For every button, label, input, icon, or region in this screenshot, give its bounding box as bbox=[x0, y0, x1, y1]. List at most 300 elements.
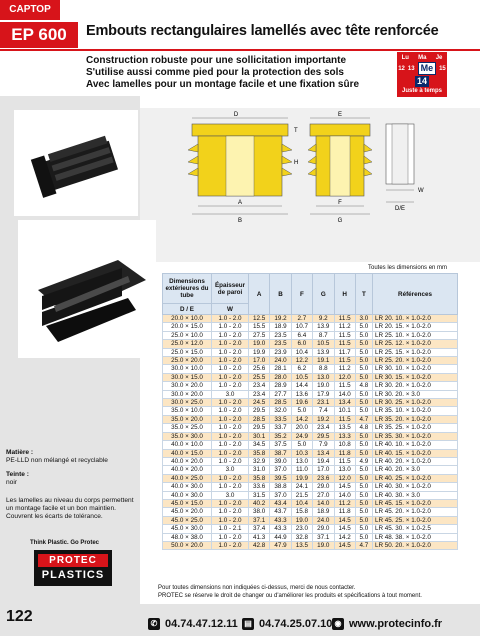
table-cell: 1.0 - 2.0 bbox=[212, 315, 249, 323]
table-cell: 10.4 bbox=[291, 499, 312, 507]
table-cell: 6.2 bbox=[291, 365, 312, 373]
table-cell: 39.5 bbox=[270, 474, 291, 482]
table-cell: 5.0 bbox=[355, 533, 372, 541]
badge-day-je: Je bbox=[435, 55, 443, 61]
page-number: 122 bbox=[6, 608, 33, 625]
table-cell: 11.8 bbox=[334, 508, 355, 516]
table-cell: 48.0 × 38.0 bbox=[163, 533, 212, 541]
table-cell: 44.9 bbox=[270, 533, 291, 541]
phone-icon: ✆ bbox=[148, 618, 160, 630]
table-cell: 5.0 bbox=[355, 323, 372, 331]
table-cell: 10.5 bbox=[291, 373, 312, 381]
table-cell: 18.9 bbox=[313, 508, 334, 516]
table-cell: 14.4 bbox=[291, 382, 312, 390]
phone-contact[interactable] bbox=[148, 618, 238, 630]
table-cell: 28.5 bbox=[270, 399, 291, 407]
fax-number: 04.74.25.07.10 bbox=[259, 618, 333, 630]
table-cell: 21.5 bbox=[291, 491, 312, 499]
table-cell: LR 40. 30. × 1.0-2.0 bbox=[373, 483, 458, 491]
table-cell: 13.0 bbox=[313, 373, 334, 381]
table-cell: 10.3 bbox=[291, 449, 312, 457]
table-cell: 24.0 bbox=[270, 357, 291, 365]
table-cell: 19.6 bbox=[291, 399, 312, 407]
table-cell: LR 20. 10. × 1.0-2.0 bbox=[373, 315, 458, 323]
table-cell: 19.2 bbox=[313, 415, 334, 423]
table-cell: 1.0 - 2.0 bbox=[212, 331, 249, 339]
table-cell: 1.0 - 2.0 bbox=[212, 432, 249, 440]
table-cell: 17.0 bbox=[249, 357, 270, 365]
table-cell: 1.0 - 2.0 bbox=[212, 449, 249, 457]
table-row bbox=[163, 483, 458, 491]
table-cell: 7.4 bbox=[313, 407, 334, 415]
logo-line1: PROTEC bbox=[38, 554, 108, 567]
table-cell: 8.7 bbox=[313, 331, 334, 339]
table-cell: 1.0 - 2.0 bbox=[212, 323, 249, 331]
table-cell: 5.0 bbox=[355, 466, 372, 474]
table-cell: LR 45. 15. × 1.0-2.0 bbox=[373, 499, 458, 507]
footnote-1: Pour toutes dimensions non indiquées ci-dessus, merci de nous contacter. bbox=[158, 585, 356, 591]
table-cell: 35.2 bbox=[270, 432, 291, 440]
table-cell: 3.0 bbox=[355, 315, 372, 323]
header-h: H bbox=[334, 274, 355, 315]
table-cell: 14.0 bbox=[313, 499, 334, 507]
table-cell: 40.0 × 30.0 bbox=[163, 483, 212, 491]
table-cell: 12.0 bbox=[334, 373, 355, 381]
table-cell: 45.0 × 15.0 bbox=[163, 499, 212, 507]
table-row bbox=[163, 449, 458, 457]
table-cell: LR 35. 10. × 1.0-2.0 bbox=[373, 407, 458, 415]
table-cell: 25.0 × 20.0 bbox=[163, 357, 212, 365]
table-cell: 13.0 bbox=[291, 457, 312, 465]
table-cell: 35.0 × 30.0 bbox=[163, 432, 212, 440]
table-cell: 4.8 bbox=[355, 424, 372, 432]
table-cell: 13.9 bbox=[313, 323, 334, 331]
table-cell: 24.1 bbox=[291, 483, 312, 491]
table-cell: 18.9 bbox=[270, 323, 291, 331]
calendar-icon: Me bbox=[418, 62, 437, 75]
table-cell: 3.0 bbox=[212, 466, 249, 474]
color-value: noir bbox=[6, 479, 17, 486]
table-cell: 4.8 bbox=[355, 382, 372, 390]
phone-number: 04.74.47.12.11 bbox=[165, 618, 238, 630]
table-cell: 33.5 bbox=[270, 415, 291, 423]
mouse-icon: ◉ bbox=[332, 618, 344, 630]
series-label: EP 600 bbox=[11, 25, 67, 44]
dimensions-table bbox=[162, 273, 458, 550]
table-cell: 1.0 - 2.0 bbox=[212, 474, 249, 482]
header-ref: Références bbox=[373, 274, 458, 315]
table-cell: 2.7 bbox=[291, 315, 312, 323]
table-cell: 11.5 bbox=[334, 357, 355, 365]
table-cell: 13.9 bbox=[313, 348, 334, 356]
table-cell: 14.2 bbox=[334, 533, 355, 541]
table-cell: 5.0 bbox=[355, 449, 372, 457]
table-row bbox=[163, 525, 458, 533]
table-cell: 19.0 bbox=[313, 382, 334, 390]
table-cell: 12.5 bbox=[249, 315, 270, 323]
table-cell: 40.0 × 15.0 bbox=[163, 449, 212, 457]
table-cell: 35.8 bbox=[249, 474, 270, 482]
table-row bbox=[163, 348, 458, 356]
header-w: W bbox=[212, 304, 249, 315]
table-cell: 11.0 bbox=[291, 466, 312, 474]
table-cell: 23.4 bbox=[313, 424, 334, 432]
table-cell: 1.0 - 2.0 bbox=[212, 340, 249, 348]
table-row bbox=[163, 466, 458, 474]
table-cell: LR 40. 20. × 1.0-2.0 bbox=[373, 457, 458, 465]
table-cell: 5.0 bbox=[355, 491, 372, 499]
table-cell: 11.5 bbox=[334, 415, 355, 423]
table-cell: 15.5 bbox=[249, 323, 270, 331]
table-cell: 5.0 bbox=[355, 525, 372, 533]
badge-day-lu: Lu bbox=[401, 55, 409, 61]
table-cell: 14.5 bbox=[334, 483, 355, 491]
table-cell: 38.8 bbox=[270, 483, 291, 491]
badge-day-ma: Ma bbox=[418, 55, 427, 61]
table-cell: 19.0 bbox=[313, 541, 334, 549]
table-cell: 38.0 bbox=[249, 508, 270, 516]
table-cell: LR 30. 15. × 1.0-2.0 bbox=[373, 373, 458, 381]
product-photo-small bbox=[14, 110, 138, 216]
table-row bbox=[163, 424, 458, 432]
table-cell: 19.9 bbox=[249, 348, 270, 356]
table-cell: 37.5 bbox=[270, 441, 291, 449]
table-cell: LR 25. 20. × 1.0-2.0 bbox=[373, 357, 458, 365]
table-cell: 5.0 bbox=[355, 340, 372, 348]
table-cell: 4.7 bbox=[355, 541, 372, 549]
table-cell: 8.8 bbox=[313, 365, 334, 373]
table-cell: 11.5 bbox=[334, 457, 355, 465]
badge-num-12: 12 bbox=[398, 65, 405, 72]
badge-caption: Juste à temps bbox=[401, 88, 443, 94]
table-cell: LR 40. 20. × 3.0 bbox=[373, 466, 458, 474]
table-cell: 4.7 bbox=[355, 415, 372, 423]
table-cell: 6.0 bbox=[291, 340, 312, 348]
table-row bbox=[163, 533, 458, 541]
table-cell: 5.0 bbox=[355, 390, 372, 398]
table-cell: 27.7 bbox=[270, 390, 291, 398]
table-cell: 15.8 bbox=[291, 508, 312, 516]
table-cell: 23.6 bbox=[313, 474, 334, 482]
table-cell: 42.8 bbox=[249, 541, 270, 549]
table-cell: 1.0 - 2.0 bbox=[212, 373, 249, 381]
table-cell: 11.5 bbox=[334, 331, 355, 339]
table-cell: 14.5 bbox=[334, 516, 355, 524]
website-link[interactable] bbox=[332, 618, 442, 630]
table-cell: LR 30. 25. × 1.0-2.0 bbox=[373, 399, 458, 407]
material-title: Matière : bbox=[6, 449, 34, 456]
table-cell: 25.0 × 15.0 bbox=[163, 348, 212, 356]
dim-label-d: D bbox=[233, 112, 239, 118]
header-a: A bbox=[249, 274, 270, 315]
table-cell: 28.1 bbox=[270, 365, 291, 373]
table-row bbox=[163, 399, 458, 407]
table-cell: LR 20. 15. × 1.0-2.0 bbox=[373, 323, 458, 331]
table-cell: 45.0 × 25.0 bbox=[163, 516, 212, 524]
badge-days bbox=[397, 55, 447, 61]
table-cell: 13.0 bbox=[334, 466, 355, 474]
table-cell: 19.0 bbox=[249, 340, 270, 348]
end-cap-large-image bbox=[18, 220, 156, 358]
table-row bbox=[163, 315, 458, 323]
table-cell: 1.0 - 2.0 bbox=[212, 533, 249, 541]
table-cell: 5.0 bbox=[355, 365, 372, 373]
header-g: G bbox=[313, 274, 334, 315]
table-cell: 38.7 bbox=[270, 449, 291, 457]
table-cell: LR 25. 10. × 1.0-2.0 bbox=[373, 331, 458, 339]
table-cell: 41.3 bbox=[249, 533, 270, 541]
table-cell: 14.5 bbox=[334, 525, 355, 533]
table-cell: 1.0 - 2.0 bbox=[212, 441, 249, 449]
table-cell: 17.0 bbox=[313, 466, 334, 474]
table-cell: 3.0 bbox=[212, 491, 249, 499]
table-cell: 1.0 - 2.0 bbox=[212, 516, 249, 524]
table-cell: 37.0 bbox=[270, 491, 291, 499]
table-cell: 1.0 - 2.0 bbox=[212, 457, 249, 465]
table-cell: 14.0 bbox=[334, 390, 355, 398]
table-cell: 1.0 - 2.1 bbox=[212, 525, 249, 533]
table-cell: 43.3 bbox=[270, 516, 291, 524]
table-cell: 1.0 - 2.0 bbox=[212, 415, 249, 423]
table-cell: 1.0 - 2.0 bbox=[212, 424, 249, 432]
table-cell: 29.5 bbox=[249, 407, 270, 415]
table-cell: 23.9 bbox=[270, 348, 291, 356]
table-cell: LR 45. 25. × 1.0-2.0 bbox=[373, 516, 458, 524]
table-cell: 23.5 bbox=[270, 340, 291, 348]
page-title: Embouts rectangulaires lamellés avec tête renforcée bbox=[86, 23, 439, 39]
brand-tag bbox=[0, 0, 60, 20]
table-cell: 32.0 bbox=[270, 407, 291, 415]
table-cell: 5.0 bbox=[355, 407, 372, 415]
table-row bbox=[163, 499, 458, 507]
table-row bbox=[163, 340, 458, 348]
table-cell: 14.5 bbox=[334, 541, 355, 549]
table-cell: 5.0 bbox=[355, 508, 372, 516]
table-cell: 40.0 × 20.0 bbox=[163, 466, 212, 474]
table-row bbox=[163, 323, 458, 331]
table-cell: 19.2 bbox=[270, 315, 291, 323]
table-cell: 25.5 bbox=[249, 373, 270, 381]
table-row bbox=[163, 365, 458, 373]
table-cell: 10.5 bbox=[313, 340, 334, 348]
table-cell: 23.1 bbox=[313, 399, 334, 407]
fax-contact[interactable] bbox=[242, 618, 332, 630]
table-cell: 13.6 bbox=[291, 390, 312, 398]
subtitle-3: Avec lamelles pour un montage facile et une fixation sûre bbox=[86, 79, 360, 90]
table-cell: 24.0 bbox=[313, 516, 334, 524]
table-cell: LR 35. 25. × 1.0-2.0 bbox=[373, 424, 458, 432]
table-row bbox=[163, 516, 458, 524]
dim-label-g: G bbox=[337, 218, 343, 224]
table-cell: 19.0 bbox=[291, 516, 312, 524]
table-cell: 5.0 bbox=[355, 483, 372, 491]
table-row bbox=[163, 441, 458, 449]
table-cell: 33.7 bbox=[270, 424, 291, 432]
table-row bbox=[163, 382, 458, 390]
unit-note: Toutes les dimensions en mm bbox=[368, 265, 448, 271]
table-cell: 19.9 bbox=[291, 474, 312, 482]
table-cell: 40.0 × 20.0 bbox=[163, 457, 212, 465]
table-cell: LR 50. 20. × 1.0-2.0 bbox=[373, 541, 458, 549]
table-cell: 45.0 × 30.0 bbox=[163, 525, 212, 533]
table-row bbox=[163, 491, 458, 499]
table-cell: 11.2 bbox=[334, 323, 355, 331]
table-cell: 10.8 bbox=[334, 441, 355, 449]
subtitle-1: Construction robuste pour une sollicitation importante bbox=[86, 55, 347, 66]
header-t: T bbox=[355, 274, 372, 315]
table-cell: 19.1 bbox=[313, 357, 334, 365]
protec-logo bbox=[34, 550, 112, 586]
table-cell: LR 40. 30. × 3.0 bbox=[373, 491, 458, 499]
fax-icon: ▤ bbox=[242, 618, 254, 630]
badge-mid bbox=[397, 62, 447, 75]
table-cell: LR 25. 15. × 1.0-2.0 bbox=[373, 348, 458, 356]
table-cell: 37.4 bbox=[249, 525, 270, 533]
table-cell: 11.5 bbox=[334, 315, 355, 323]
table-cell: 1.0 - 2.0 bbox=[212, 365, 249, 373]
table-cell: 47.9 bbox=[270, 541, 291, 549]
table-cell: 6.4 bbox=[291, 331, 312, 339]
table-cell: 12.0 bbox=[334, 474, 355, 482]
tagline: Think Plastic. Go Protec bbox=[30, 540, 100, 546]
dim-label-e: E bbox=[337, 112, 343, 118]
table-cell: LR 30. 20. × 1.0-2.0 bbox=[373, 382, 458, 390]
dim-label-de: D/E bbox=[394, 206, 406, 212]
series-tag bbox=[0, 22, 78, 48]
table-cell: 13.3 bbox=[334, 432, 355, 440]
table-cell: 29.5 bbox=[249, 424, 270, 432]
table-row bbox=[163, 390, 458, 398]
table-cell: LR 30. 10. × 1.0-2.0 bbox=[373, 365, 458, 373]
table-cell: LR 48. 38. × 1.0-2.0 bbox=[373, 533, 458, 541]
table-cell: 1.0 - 2.0 bbox=[212, 399, 249, 407]
table-cell: 43.3 bbox=[270, 525, 291, 533]
table-cell: 14.2 bbox=[291, 415, 312, 423]
table-cell: 23.4 bbox=[249, 390, 270, 398]
badge-num-15: 15 bbox=[439, 65, 446, 72]
table-cell: 27.0 bbox=[313, 491, 334, 499]
table-cell: 24.5 bbox=[249, 399, 270, 407]
table-row bbox=[163, 415, 458, 423]
table-cell: 20.0 bbox=[291, 424, 312, 432]
table-cell: 5.0 bbox=[291, 407, 312, 415]
table-cell: 40.0 × 10.0 bbox=[163, 441, 212, 449]
header-f: F bbox=[291, 274, 312, 315]
table-cell: 39.0 bbox=[270, 457, 291, 465]
table-cell: 1.0 - 2.0 bbox=[212, 348, 249, 356]
table-cell: 25.0 × 12.0 bbox=[163, 340, 212, 348]
table-cell: LR 25. 12. × 1.0-2.0 bbox=[373, 340, 458, 348]
table-cell: 40.0 × 25.0 bbox=[163, 474, 212, 482]
table-cell: 30.0 × 15.0 bbox=[163, 373, 212, 381]
table-cell: 5.0 bbox=[355, 357, 372, 365]
table-cell: 14.0 bbox=[334, 491, 355, 499]
header-dims: Dimensions extérieures du tube bbox=[163, 274, 212, 304]
table-cell: 4.9 bbox=[355, 457, 372, 465]
table-cell: 29.5 bbox=[313, 432, 334, 440]
dim-label-h: H bbox=[294, 160, 299, 166]
table-cell: 25.0 × 10.0 bbox=[163, 331, 212, 339]
table-row bbox=[163, 457, 458, 465]
table-cell: 33.6 bbox=[249, 483, 270, 491]
table-cell: 40.2 bbox=[249, 499, 270, 507]
table-cell: LR 40. 25. × 1.0-2.0 bbox=[373, 474, 458, 482]
table-cell: 17.9 bbox=[313, 390, 334, 398]
table-cell: 1.0 - 2.0 bbox=[212, 382, 249, 390]
table-row bbox=[163, 508, 458, 516]
table-cell: 40.0 × 30.0 bbox=[163, 491, 212, 499]
material-value: PE-LLD non mélangé et recyclable bbox=[6, 457, 108, 464]
table-cell: 28.5 bbox=[249, 415, 270, 423]
table-cell: 28.9 bbox=[270, 382, 291, 390]
table-cell: 24.9 bbox=[291, 432, 312, 440]
table-cell: 11.2 bbox=[334, 499, 355, 507]
table-cell: 45.0 × 20.0 bbox=[163, 508, 212, 516]
table-cell: 11.5 bbox=[334, 382, 355, 390]
table-row bbox=[163, 432, 458, 440]
table-cell: 23.5 bbox=[270, 331, 291, 339]
header-b: B bbox=[270, 274, 291, 315]
materials-info bbox=[6, 449, 134, 521]
technical-drawing bbox=[182, 110, 426, 260]
table-cell: 30.0 × 20.0 bbox=[163, 390, 212, 398]
table-cell: 1.0 - 2.0 bbox=[212, 508, 249, 516]
table-cell: LR 45. 30. × 1.0-2.5 bbox=[373, 525, 458, 533]
table-cell: 1.0 - 2.0 bbox=[212, 407, 249, 415]
table-cell: 27.5 bbox=[249, 331, 270, 339]
table-cell: 10.1 bbox=[334, 407, 355, 415]
table-cell: 5.0 bbox=[355, 474, 372, 482]
table-cell: 9.2 bbox=[313, 315, 334, 323]
table-cell: 5.0 bbox=[355, 373, 372, 381]
dim-label-a: A bbox=[237, 200, 243, 206]
table-row bbox=[163, 373, 458, 381]
table-cell: LR 35. 30. × 1.0-2.0 bbox=[373, 432, 458, 440]
footnote-2: PROTEC se réserve le droit de changer ou d'améliorer les produits et spécifications à tout moment. bbox=[158, 593, 422, 599]
dim-label-t: T bbox=[294, 128, 298, 134]
table-cell: 32.9 bbox=[249, 457, 270, 465]
table-cell: 28.0 bbox=[270, 373, 291, 381]
table-cell: LR 40. 15. × 1.0-2.0 bbox=[373, 449, 458, 457]
table-cell: 20.0 × 15.0 bbox=[163, 323, 212, 331]
table-cell: 35.0 × 25.0 bbox=[163, 424, 212, 432]
table-cell: 13.5 bbox=[291, 541, 312, 549]
table-cell: 35.0 × 20.0 bbox=[163, 415, 212, 423]
website-url: www.protecinfo.fr bbox=[349, 618, 443, 630]
table-cell: 31.5 bbox=[249, 491, 270, 499]
product-photo-large bbox=[18, 220, 156, 358]
table-cell: 20.0 × 10.0 bbox=[163, 315, 212, 323]
table-cell: 35.0 × 10.0 bbox=[163, 407, 212, 415]
table-cell: 1.0 - 2.0 bbox=[212, 483, 249, 491]
table-cell: 5.0 bbox=[355, 432, 372, 440]
table-cell: 10.4 bbox=[291, 348, 312, 356]
logo-line2: PLASTICS bbox=[41, 569, 105, 581]
color-title: Teinte : bbox=[6, 471, 29, 478]
table-cell: 35.8 bbox=[249, 449, 270, 457]
table-cell: 30.0 × 20.0 bbox=[163, 382, 212, 390]
table-cell: 11.5 bbox=[334, 340, 355, 348]
table-cell: 50.0 × 20.0 bbox=[163, 541, 212, 549]
table-cell: 5.0 bbox=[355, 499, 372, 507]
end-cap-small-image bbox=[14, 110, 138, 216]
table-cell: 31.0 bbox=[249, 466, 270, 474]
table-cell: 11.2 bbox=[334, 365, 355, 373]
subtitle-2: S'utilise aussi comme pied pour la protection des sols bbox=[86, 67, 344, 78]
table-cell: 43.7 bbox=[270, 508, 291, 516]
table-cell: 7.9 bbox=[313, 441, 334, 449]
table-cell: LR 30. 20. × 3.0 bbox=[373, 390, 458, 398]
